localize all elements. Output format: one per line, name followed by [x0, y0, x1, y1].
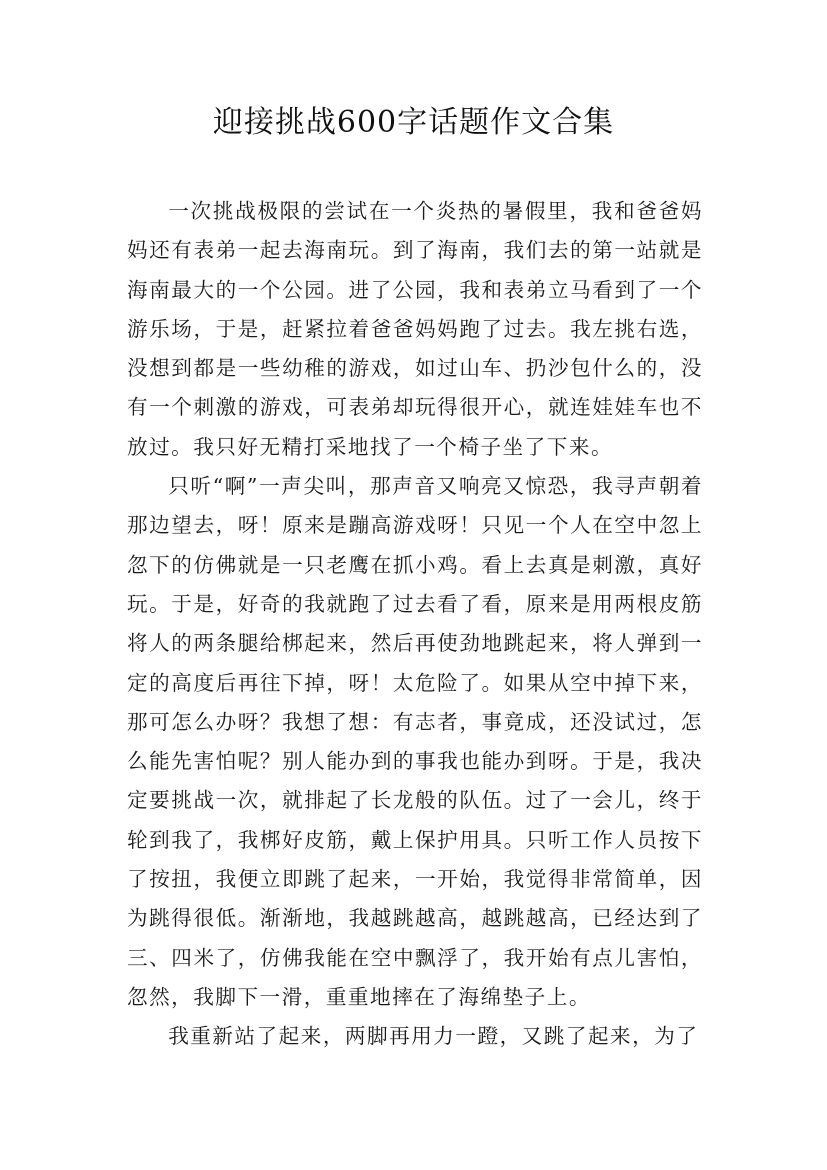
document-body [127, 192, 703, 1057]
paragraph-3: 我重新站了起来，两脚再用力一蹬，又跳了起来，为了 [168, 1024, 699, 1049]
paragraph-1: 一次挑战极限的尝试在一个炎热的暑假里，我和爸爸妈妈还有表弟一起去海南玩。到了海南，我们去的第一站就是海南最大的一个公园。进了公园，我和表弟立马看到了一个游乐场，于是，赶紧拉着爸爸妈妈跑了过去。我左挑右选，没想到都是一些幼稚的游戏，如过山车、扔沙包什么的，没有一个刺激的游戏，可表弟却玩得很开心，就连娃娃车也不放过。我只好无精打采地找了一个椅子坐了下来。 [127, 199, 703, 459]
paragraph-2: 只听“啊”一声尖叫，那声音又响亮又惊恐，我寻声朝着那边望去，呀！原来是蹦高游戏呀！只见一个人在空中忽上忽下的仿佛就是一只老鹰在抓小鸡。看上去真是刺激，真好玩。于是，好奇的我就跑了过去看了看，原来是用两根皮筋将人的两条腿给梆起来，然后再使劲地跳起来，将人弹到一定的高度后再往下掉，呀！太危险了。如果从空中掉下来，那可怎么办呀？我想了想：有志者，事竟成，还没试过，怎么能先害怕呢？别人能办到的事我也能办到呀。于是，我决定要挑战一次，就排起了长龙般的队伍。过了一会儿，终于轮到我了，我梆好皮筋，戴上保护用具。只听工作人员按下了按扭，我便立即跳了起来，一开始，我觉得非常简单，因为跳得很低。渐渐地，我越跳越高，越跳越高，已经达到了三、四米了，仿佛我能在空中飘浮了，我开始有点儿害怕，忽然，我脚下一滑，重重地摔在了海绵垫子上。 [127, 474, 703, 1009]
document-title: 迎接挑战600字话题作文合集 [212, 105, 615, 140]
